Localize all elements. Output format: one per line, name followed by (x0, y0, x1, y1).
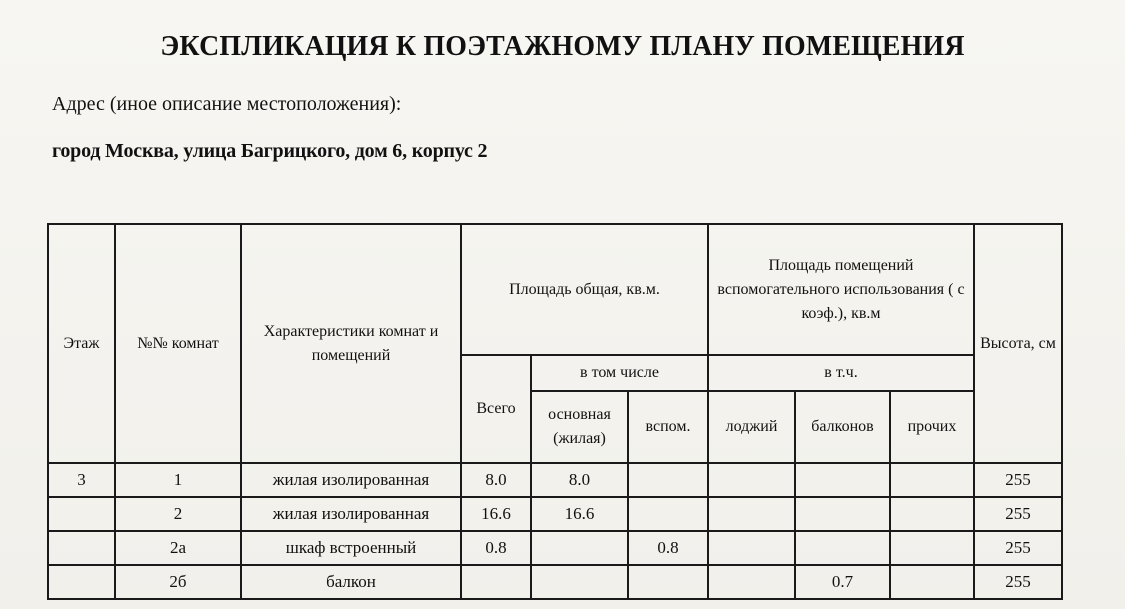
header-auxiliary: вспом. (628, 391, 708, 463)
cell-room: 2б (115, 565, 241, 599)
cell-balcony (795, 497, 890, 531)
header-main-living: основная (жилая) (531, 391, 628, 463)
cell-room: 1 (115, 463, 241, 497)
header-including: в том числе (531, 355, 708, 391)
cell-floor (48, 565, 115, 599)
cell-height: 255 (974, 463, 1062, 497)
header-aux-area: Площадь помещений вспомогательного использования ( с коэф.), кв.м (708, 224, 974, 355)
cell-main (531, 565, 628, 599)
address-value: город Москва, улица Багрицкого, дом 6, корпус 2 (52, 140, 488, 162)
header-characteristics: Характеристики комнат и помещений (241, 224, 461, 463)
cell-desc: шкаф встроенный (241, 531, 461, 565)
cell-total: 8.0 (461, 463, 531, 497)
cell-total: 16.6 (461, 497, 531, 531)
table-row (48, 497, 1062, 531)
cell-other (890, 565, 974, 599)
cell-other (890, 463, 974, 497)
header-other: прочих (890, 391, 974, 463)
header-incl-short: в т.ч. (708, 355, 974, 391)
explication-table (47, 223, 1063, 600)
cell-aux (628, 565, 708, 599)
cell-loggia (708, 463, 795, 497)
header-room-numbers: №№ комнат (115, 224, 241, 463)
cell-balcony (795, 531, 890, 565)
cell-total (461, 565, 531, 599)
cell-other (890, 497, 974, 531)
cell-room: 2 (115, 497, 241, 531)
cell-aux (628, 463, 708, 497)
cell-main: 16.6 (531, 497, 628, 531)
header-floor: Этаж (48, 224, 115, 463)
table-row (48, 463, 1062, 497)
cell-main (531, 531, 628, 565)
cell-height: 255 (974, 565, 1062, 599)
cell-balcony (795, 463, 890, 497)
cell-balcony: 0.7 (795, 565, 890, 599)
cell-aux (628, 497, 708, 531)
address-label: Адрес (иное описание местоположения): (52, 93, 402, 115)
header-loggias: лоджий (708, 391, 795, 463)
cell-main: 8.0 (531, 463, 628, 497)
cell-floor: 3 (48, 463, 115, 497)
cell-total: 0.8 (461, 531, 531, 565)
cell-height: 255 (974, 531, 1062, 565)
cell-desc: жилая изолированная (241, 463, 461, 497)
header-total: Всего (461, 355, 531, 463)
cell-floor (48, 531, 115, 565)
header-total-area: Площадь общая, кв.м. (461, 224, 708, 355)
cell-aux: 0.8 (628, 531, 708, 565)
cell-desc: балкон (241, 565, 461, 599)
table-row (48, 531, 1062, 565)
table-row (48, 565, 1062, 599)
cell-loggia (708, 531, 795, 565)
cell-room: 2а (115, 531, 241, 565)
header-balconies: балконов (795, 391, 890, 463)
cell-loggia (708, 497, 795, 531)
cell-loggia (708, 565, 795, 599)
header-height: Высота, см (974, 224, 1062, 463)
document-title: ЭКСПЛИКАЦИЯ К ПОЭТАЖНОМУ ПЛАНУ ПОМЕЩЕНИЯ (160, 30, 965, 62)
cell-other (890, 531, 974, 565)
cell-desc: жилая изолированная (241, 497, 461, 531)
cell-height: 255 (974, 497, 1062, 531)
cell-floor (48, 497, 115, 531)
